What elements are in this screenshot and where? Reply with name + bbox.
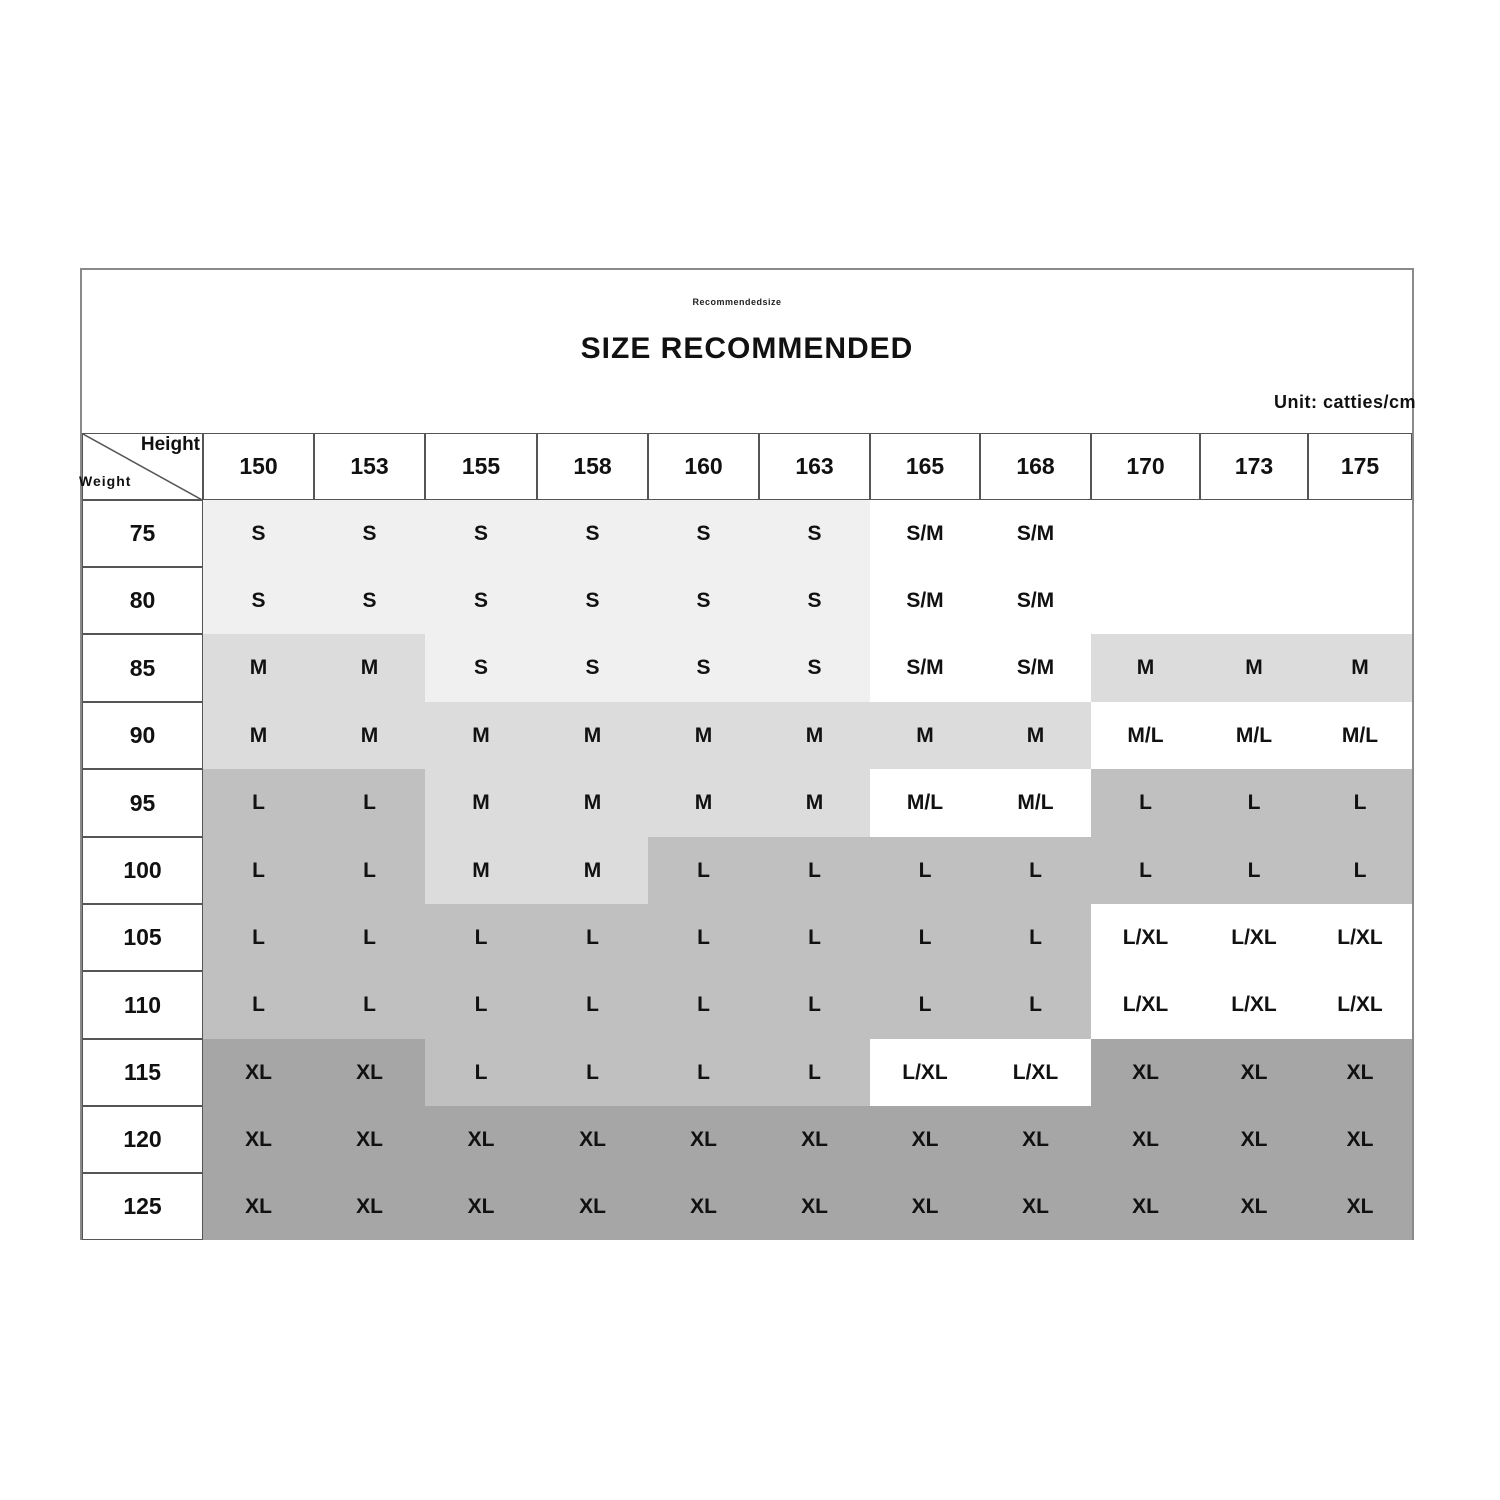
size-cell: S bbox=[759, 500, 870, 567]
height-header-153: 153 bbox=[314, 433, 425, 500]
size-cell: L bbox=[759, 971, 870, 1039]
size-cell: M bbox=[1308, 634, 1412, 702]
size-cell: M bbox=[648, 702, 759, 769]
size-cell: XL bbox=[203, 1106, 314, 1173]
size-cell: L/XL bbox=[1200, 971, 1308, 1039]
size-cell: XL bbox=[1200, 1173, 1308, 1240]
weight-header-105: 105 bbox=[82, 904, 203, 971]
size-cell: S bbox=[537, 567, 648, 634]
weight-header-75: 75 bbox=[82, 500, 203, 567]
size-cell: XL bbox=[203, 1039, 314, 1106]
size-cell: M bbox=[425, 769, 537, 837]
size-cell: M bbox=[1091, 634, 1200, 702]
size-chart bbox=[80, 268, 1414, 1240]
size-cell: L bbox=[648, 904, 759, 971]
size-cell: S bbox=[203, 500, 314, 567]
size-cell bbox=[1308, 567, 1412, 634]
weight-header-100: 100 bbox=[82, 837, 203, 904]
size-cell: M bbox=[759, 702, 870, 769]
weight-header-80: 80 bbox=[82, 567, 203, 634]
size-cell: XL bbox=[537, 1106, 648, 1173]
size-cell: L bbox=[870, 904, 980, 971]
size-cell: L bbox=[1091, 769, 1200, 837]
height-header-150: 150 bbox=[203, 433, 314, 500]
size-cell: XL bbox=[870, 1106, 980, 1173]
height-header-158: 158 bbox=[537, 433, 648, 500]
size-cell: L bbox=[1091, 837, 1200, 904]
size-cell: M/L bbox=[1308, 702, 1412, 769]
size-cell: M/L bbox=[870, 769, 980, 837]
size-cell: M bbox=[980, 702, 1091, 769]
size-cell: XL bbox=[314, 1039, 425, 1106]
size-cell: S/M bbox=[980, 567, 1091, 634]
size-cell: S bbox=[648, 500, 759, 567]
size-cell: M bbox=[537, 837, 648, 904]
size-cell: XL bbox=[314, 1106, 425, 1173]
size-cell: M/L bbox=[980, 769, 1091, 837]
size-cell: M bbox=[203, 702, 314, 769]
size-cell: S bbox=[425, 567, 537, 634]
size-cell: XL bbox=[980, 1106, 1091, 1173]
size-cell: L/XL bbox=[1308, 971, 1412, 1039]
size-cell: XL bbox=[1091, 1106, 1200, 1173]
size-cell: M bbox=[759, 769, 870, 837]
size-cell: L/XL bbox=[980, 1039, 1091, 1106]
corner-weight-label: Weight bbox=[79, 473, 132, 489]
size-cell: M bbox=[203, 634, 314, 702]
size-cell: S/M bbox=[980, 634, 1091, 702]
size-cell: XL bbox=[1091, 1039, 1200, 1106]
size-cell: M bbox=[537, 702, 648, 769]
size-cell: L bbox=[425, 971, 537, 1039]
size-cell: XL bbox=[1200, 1039, 1308, 1106]
size-cell: L/XL bbox=[1200, 904, 1308, 971]
weight-header-85: 85 bbox=[82, 634, 203, 702]
size-cell: S bbox=[425, 634, 537, 702]
size-cell: L bbox=[980, 904, 1091, 971]
height-header-163: 163 bbox=[759, 433, 870, 500]
size-cell: L bbox=[1308, 769, 1412, 837]
weight-header-125: 125 bbox=[82, 1173, 203, 1240]
size-cell bbox=[1308, 500, 1412, 567]
size-cell: L bbox=[759, 837, 870, 904]
size-cell: L bbox=[648, 971, 759, 1039]
size-cell: XL bbox=[1308, 1039, 1412, 1106]
chart-subtitle: Recommendedsize bbox=[692, 297, 782, 307]
size-cell: S/M bbox=[870, 634, 980, 702]
size-cell: L bbox=[648, 1039, 759, 1106]
size-cell: L bbox=[537, 971, 648, 1039]
size-cell: L/XL bbox=[1091, 904, 1200, 971]
size-cell: S bbox=[759, 634, 870, 702]
chart-title: SIZE RECOMMENDED bbox=[580, 332, 914, 365]
size-cell: L bbox=[1200, 769, 1308, 837]
size-cell: XL bbox=[1308, 1106, 1412, 1173]
size-cell: S bbox=[425, 500, 537, 567]
size-cell: S bbox=[314, 500, 425, 567]
size-cell: M bbox=[648, 769, 759, 837]
height-header-160: 160 bbox=[648, 433, 759, 500]
size-cell: S/M bbox=[870, 500, 980, 567]
size-cell: L bbox=[537, 1039, 648, 1106]
size-cell: M bbox=[870, 702, 980, 769]
weight-header-110: 110 bbox=[82, 971, 203, 1039]
size-cell: L bbox=[314, 904, 425, 971]
size-cell: S bbox=[537, 634, 648, 702]
height-header-170: 170 bbox=[1091, 433, 1200, 500]
chart-header bbox=[82, 270, 1416, 433]
size-cell: XL bbox=[314, 1173, 425, 1240]
size-cell: M bbox=[1200, 634, 1308, 702]
size-cell: L bbox=[1200, 837, 1308, 904]
size-cell: XL bbox=[1091, 1173, 1200, 1240]
size-cell: L bbox=[314, 971, 425, 1039]
size-cell: M/L bbox=[1200, 702, 1308, 769]
weight-header-120: 120 bbox=[82, 1106, 203, 1173]
size-cell: L/XL bbox=[1308, 904, 1412, 971]
size-cell: M bbox=[537, 769, 648, 837]
size-cell: M/L bbox=[1091, 702, 1200, 769]
size-cell: XL bbox=[648, 1106, 759, 1173]
size-cell: L/XL bbox=[1091, 971, 1200, 1039]
size-cell: XL bbox=[648, 1173, 759, 1240]
size-cell: L bbox=[203, 904, 314, 971]
size-cell: M bbox=[314, 634, 425, 702]
weight-header-90: 90 bbox=[82, 702, 203, 769]
size-cell bbox=[1091, 567, 1200, 634]
size-cell: M bbox=[425, 837, 537, 904]
size-cell: L bbox=[870, 837, 980, 904]
size-cell bbox=[1091, 500, 1200, 567]
size-cell: L bbox=[314, 769, 425, 837]
size-cell: L bbox=[314, 837, 425, 904]
size-cell: L bbox=[425, 904, 537, 971]
size-cell: L bbox=[759, 1039, 870, 1106]
size-cell: S bbox=[537, 500, 648, 567]
size-cell: M bbox=[425, 702, 537, 769]
size-cell: XL bbox=[870, 1173, 980, 1240]
size-table bbox=[79, 433, 1412, 1240]
size-cell: S/M bbox=[980, 500, 1091, 567]
size-cell: XL bbox=[759, 1173, 870, 1240]
size-cell: S bbox=[314, 567, 425, 634]
size-cell: XL bbox=[537, 1173, 648, 1240]
corner-height-label: Height bbox=[140, 434, 200, 455]
height-header-168: 168 bbox=[980, 433, 1091, 500]
size-cell: L bbox=[203, 837, 314, 904]
size-cell: S bbox=[759, 567, 870, 634]
size-cell: M bbox=[314, 702, 425, 769]
size-cell: XL bbox=[203, 1173, 314, 1240]
size-cell: S bbox=[203, 567, 314, 634]
height-header-165: 165 bbox=[870, 433, 980, 500]
size-cell: L bbox=[1308, 837, 1412, 904]
size-cell: S bbox=[648, 634, 759, 702]
size-cell: XL bbox=[759, 1106, 870, 1173]
size-cell: L bbox=[537, 904, 648, 971]
weight-header-95: 95 bbox=[82, 769, 203, 837]
size-cell: L bbox=[980, 837, 1091, 904]
size-cell: S/M bbox=[870, 567, 980, 634]
size-cell bbox=[1200, 500, 1308, 567]
size-cell: XL bbox=[425, 1173, 537, 1240]
size-cell: L bbox=[203, 971, 314, 1039]
size-cell: L bbox=[203, 769, 314, 837]
size-cell: XL bbox=[1308, 1173, 1412, 1240]
size-cell: XL bbox=[1200, 1106, 1308, 1173]
size-cell: L/XL bbox=[870, 1039, 980, 1106]
height-header-173: 173 bbox=[1200, 433, 1308, 500]
unit-label: Unit: catties/cm bbox=[1273, 392, 1416, 412]
height-header-175: 175 bbox=[1308, 433, 1412, 500]
size-cell: S bbox=[648, 567, 759, 634]
size-cell: L bbox=[870, 971, 980, 1039]
size-cell: L bbox=[648, 837, 759, 904]
size-cell: XL bbox=[980, 1173, 1091, 1240]
size-cell bbox=[1200, 567, 1308, 634]
height-header-155: 155 bbox=[425, 433, 537, 500]
size-cell: XL bbox=[425, 1106, 537, 1173]
size-cell: L bbox=[759, 904, 870, 971]
corner-cell bbox=[79, 433, 203, 500]
size-cell: L bbox=[425, 1039, 537, 1106]
weight-header-115: 115 bbox=[82, 1039, 203, 1106]
size-cell: L bbox=[980, 971, 1091, 1039]
